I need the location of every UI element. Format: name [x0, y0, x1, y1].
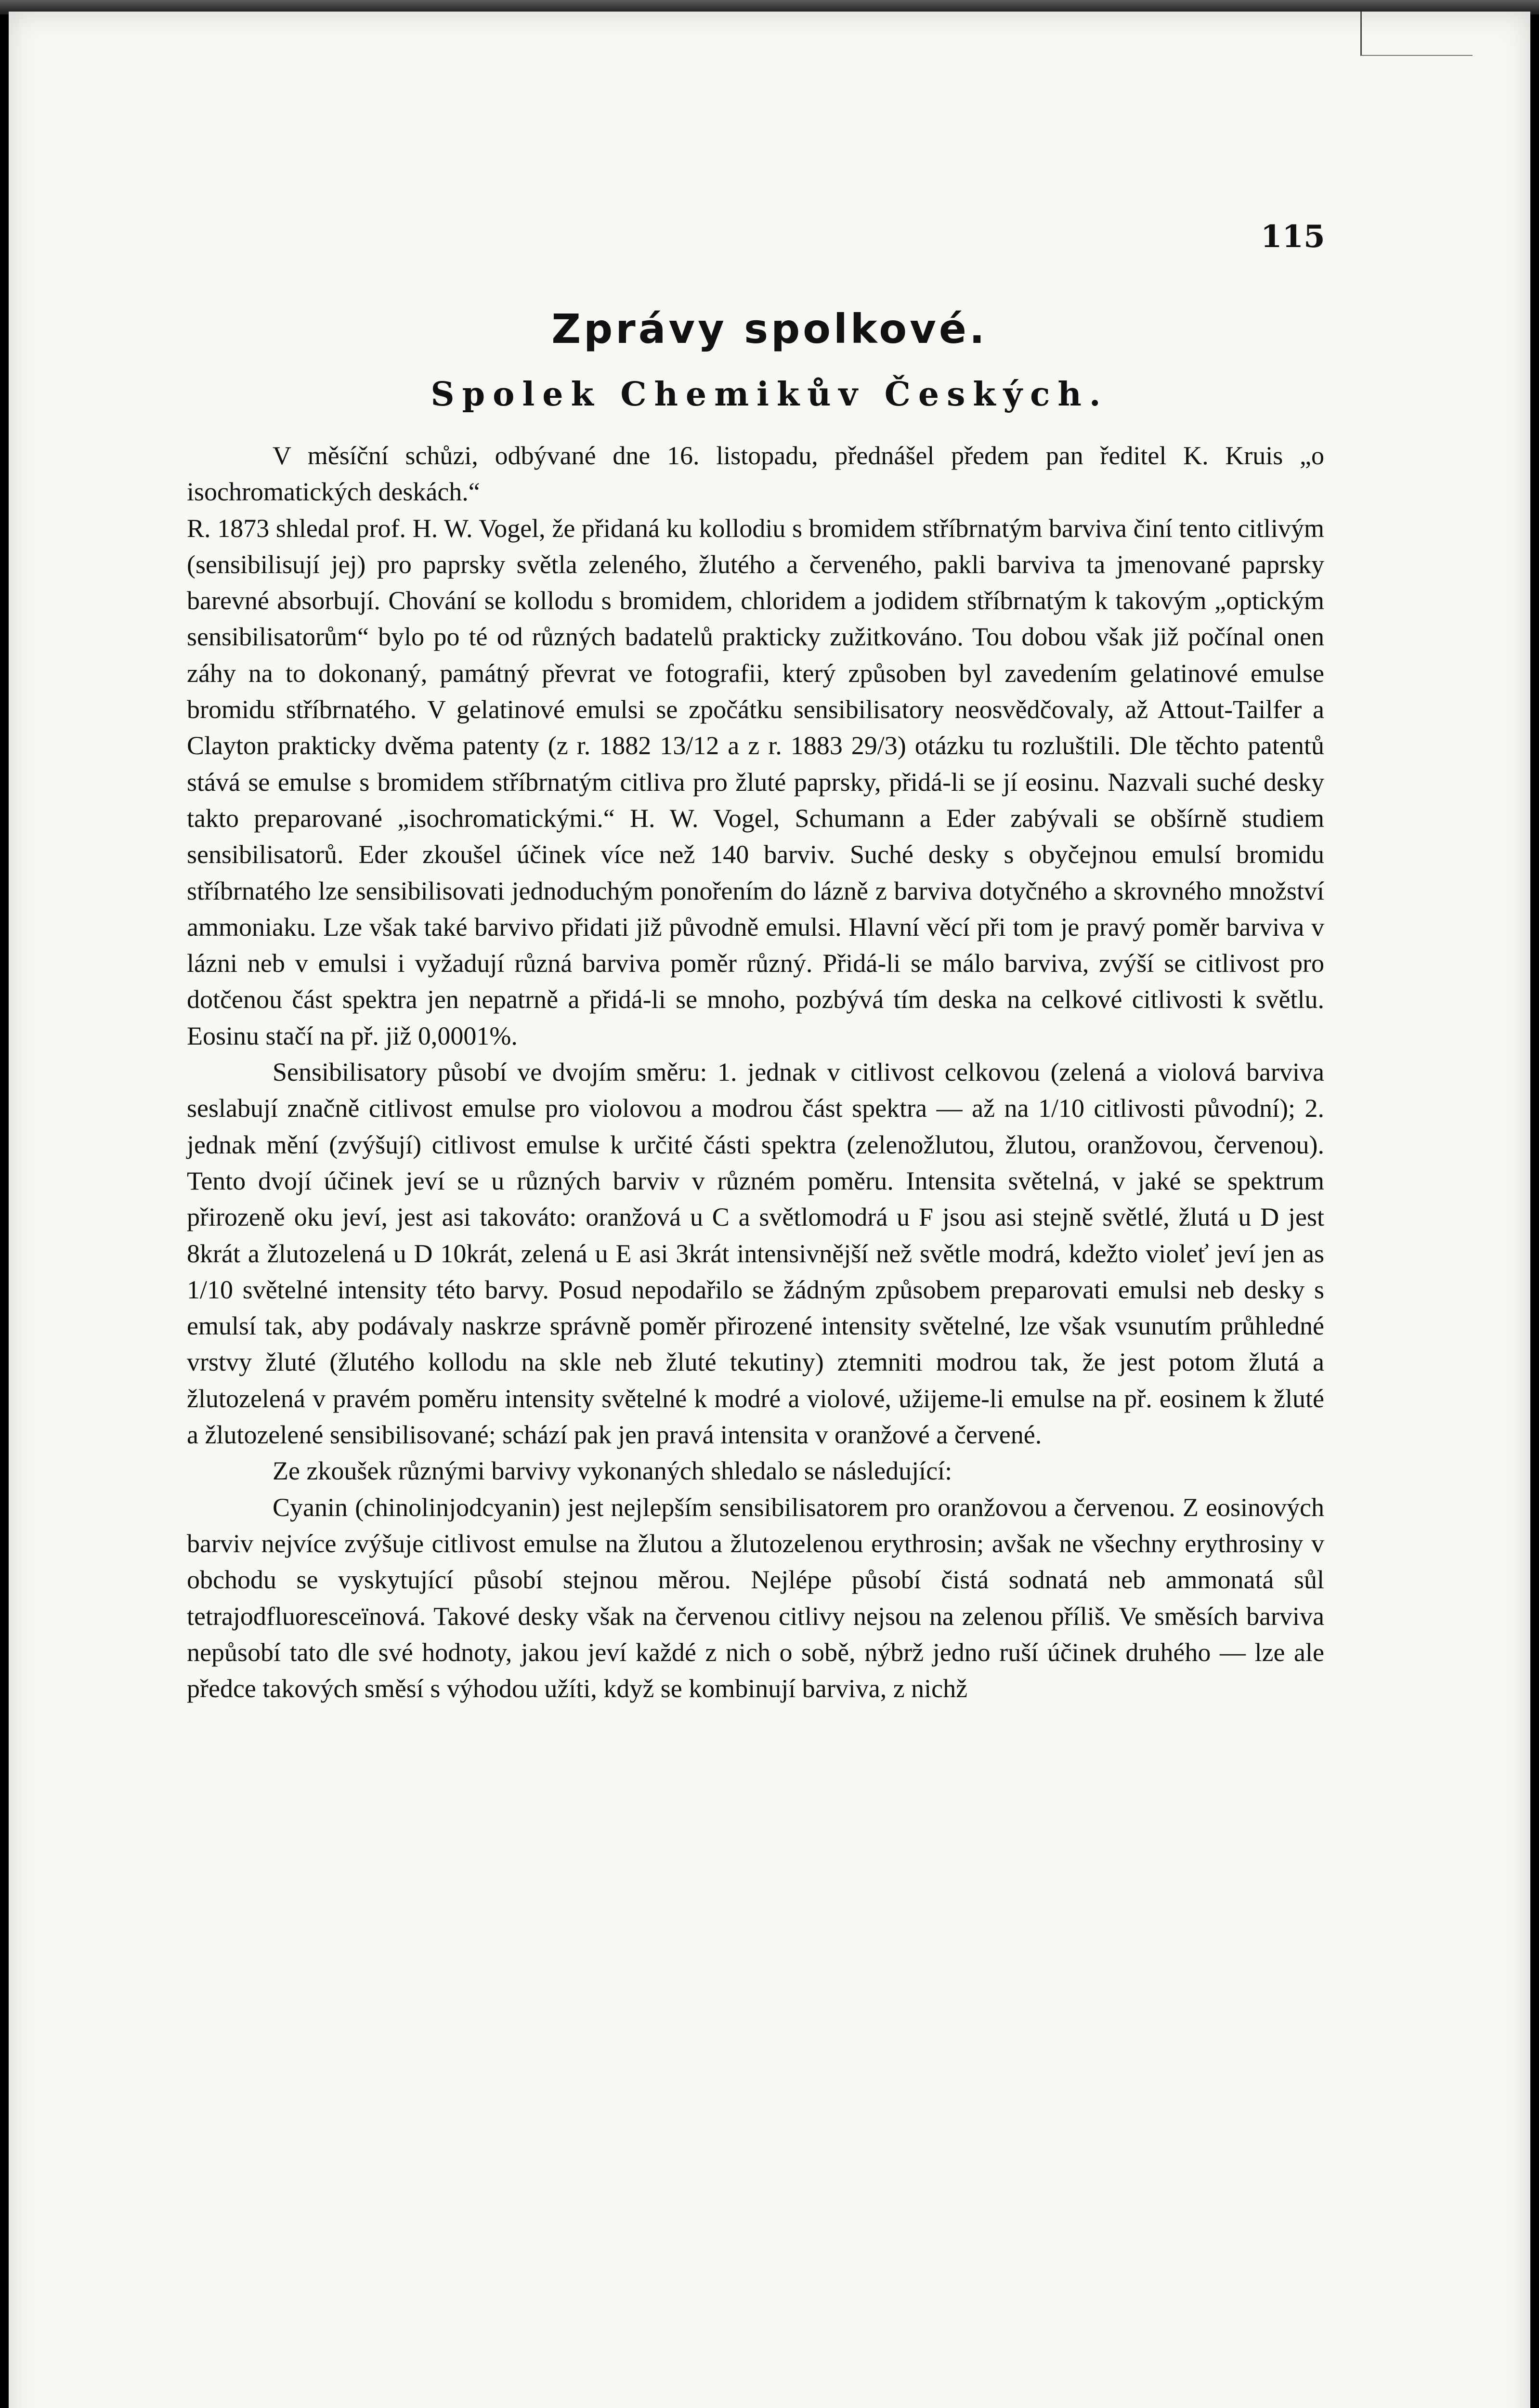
- paragraph-history: R. 1873 shledal prof. H. W. Vogel, že přidaná ku kollodiu s bromidem stříbrnatým barviva činí tento citlivým (sensibilisují jej) pro paprsky světla zeleného, žlutého a červeného, pakli barviva ta jmenované paprsky barevné absorbují. Chování se kollodu s bromidem, chloridem a jodidem stříbrnatým k takovým „optickým sensibilisatorům“ bylo po té od různých badatelů prakticky zužitkováno. Tou dobou však již počínal onen záhy na to dokonaný, památný převrat ve fotografii, který způsoben byl zavedením gelatinové emulse bromidu stříbrnatého. V gelatinové emulsi se zpočátku sensibilisatory neosvědčovaly, až Attout-Tailfer a Clayton prakticky dvěma patenty (z r. 1882 13/12 a z r. 1883 29/3) otázku tu rozluštili. Dle těchto patentů stává se emulse s bromidem stříbrnatým citliva pro žluté paprsky, přidá-li se jí eosinu. Nazvali suché desky takto preparované „isochromatickými.“ H. W. Vogel, Schumann a Eder zabývali se obšírně studiem sensibilisatorů. Eder zkoušel účinek více než 140 barviv. Suché desky s obyčejnou emulsí bromidu stříbrnatého lze sensibilisovati jednoduchým ponořením do lázně z barviva dotyčného a skrovného množství ammoniaku. Lze však také barvivo přidati již původně emulsi. Hlavní věcí při tom je pravý poměr barviva v lázni neb v emulsi i vyžadují různá barviva poměr různý. Přidá-li se málo barviva, zvýší se citlivost pro dotčenou část spektra jen nepatrně a přidá-li se mnoho, pozbývá tím deska na celkové citlivosti k světlu. Eosinu stačí na př. již 0,0001%.: [187, 513, 1324, 1050]
- paragraph-cyanin: Cyanin (chinolinjodcyanin) jest nejlepším sensibilisatorem pro oranžovou a červenou. Z eosinových barviv nejvíce zvýšuje citlivost emulse na žlutou a žlutozelenou erythrosin; avšak ne všechny erythrosiny v obchodu se vyskytující působí stejnou měrou. Nejlépe působí čistá sodnatá neb ammonatá sůl tetrajodfluoresceïnová. Takové desky však na červenou citlivy nejsou na zelenou příliš. Ve směsích barviva nepůsobí tato dle své hodnoty, jakou jeví každé z nich o sobě, nýbrž jedno ruší účinek druhého — lze ale předce takových směsí s výhodou užíti, když se kombinují barviva, z nichž: [187, 1492, 1324, 1703]
- scan-corner-mark: [1360, 12, 1473, 56]
- article-body: [187, 438, 1324, 1707]
- paragraph-meeting: V měsíční schůzi, odbývané dne 16. listopadu, přednášel předem pan ředitel K. Kruis „o isochromatických deskách.“: [187, 441, 1324, 507]
- paragraph-experiments-intro: Ze zkoušek různými barvivy vykonaných shledalo se následující:: [273, 1456, 952, 1486]
- society-title: Spolek Chemikův Českých.: [430, 375, 1109, 414]
- section-title: Zprávy spolkové.: [551, 305, 988, 353]
- page-number: 115: [1261, 219, 1325, 255]
- paragraph-sensitizers: Sensibilisatory působí ve dvojím směru: 1. jednak v citlivost celkovou (zelená a violová barviva seslabují značně citlivost emulse pro violovou a modrou část spektra — až na 1/10 citlivosti původní); 2. jednak mění (zvýšují) citlivost emulse k určité části spektra (zelenožlutou, žlutou, oranžovou, červenou). Tento dvojí účinek jeví se u různých barviv v různém poměru. Intensita světelná, v jaké se spektrum přirozeně oku jeví, jest asi takováto: oranžová u C a světlomodrá u F jsou asi stejně světlé, žlutá u D jest 8krát a žlutozelená u D 10krát, zelená u E asi 3krát intensivnější než světle modrá, kdežto violeť jeví jen as 1/10 světelné intensity této barvy. Posud nepodařilo se žádným způsobem preparovati emulsi neb desky s emulsí tak, aby podávaly naskrze správně poměr přirozené intensity světelné, lze však vsunutím průhledné vrstvy žluté (žlutého kollodu na skle neb žluté tekutiny) ztemniti modrou tak, že jest potom žlutá a žlutozelená v pravém poměru intensity světelné k modré a violové, užijeme-li emulse na př. eosinem k žluté a žlutozelené sensibilisované; schází pak jen pravá intensita v oranžové a červené.: [187, 1058, 1324, 1450]
- book-page: [9, 12, 1530, 2408]
